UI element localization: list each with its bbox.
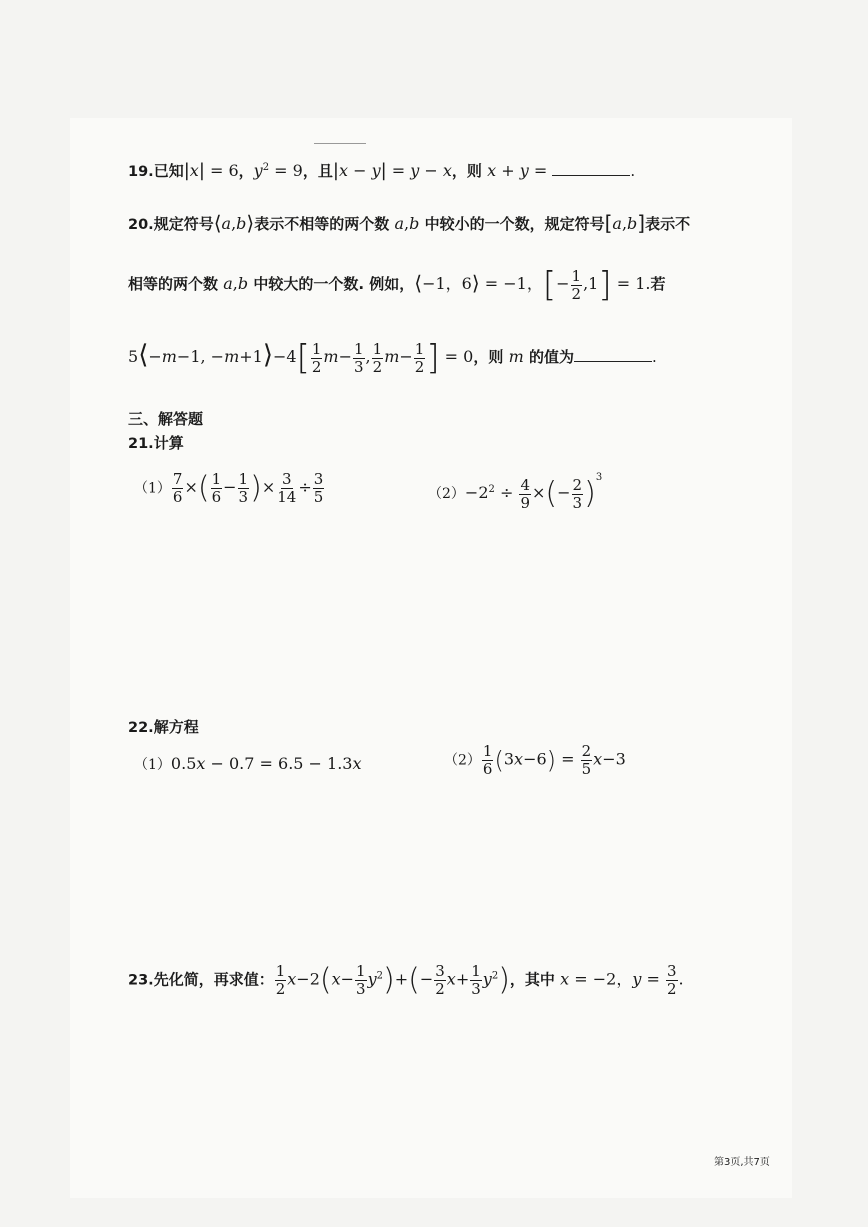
question-20-line-2: 相等的两个数 a,b 中较大的一个数. 例如，⟨−1，6⟩ = −1，[− $\frac{1}{2}$ ,1] = 1.若 xyxy=(128,265,666,305)
answer-blank[interactable] xyxy=(552,163,630,176)
question-21-part-1: （1） $\frac{7}{6}$ ×( $\frac{1}{6}$ − $\frac{1}{3}$ )× $\frac{3}{14}$ ÷ $\frac{3}{5}$ xyxy=(134,470,324,506)
question-number: 20. xyxy=(128,217,154,233)
page-number: 第3页,共7页 xyxy=(714,1157,770,1168)
question-21-title: 21.计算 xyxy=(128,434,184,452)
question-number: 21. xyxy=(128,436,154,452)
question-22-part-1: （1）0.5x − 0.7 = 6.5 − 1.3x xyxy=(134,754,362,773)
question-20-line-3: 5⟨−m−1, −m+1⟩−4[ $\frac{1}{2}$ m− $\frac{1}{3}$ , $\frac{1}{2}$ m− $\frac{1}{2}$ ] = 0，则 m 的值为 . xyxy=(128,338,657,378)
question-19: 19.已知|x| = 6，$y^2 = 9$，且|x − y| = y − x，则 x + y = . xyxy=(128,160,636,181)
question-number: 19. xyxy=(128,164,154,180)
question-20-line-1: 20.规定符号⟨a,b⟩表示不相等的两个数 a,b 中较小的一个数，规定符号[a,b]表示不 xyxy=(128,211,691,235)
question-number: 23. xyxy=(128,972,154,989)
question-21-part-2: $(2)-2^2$ ÷ $\frac{4}{9}$ ×(− $\frac{2}{3}$ )$^3$ xyxy=(428,472,603,512)
scan-mark xyxy=(314,143,366,144)
question-23: 23.先化简，再求值： $\frac{1}{2}$ x−2(x− $\frac{1}{3}$ $y^2)+(-$ $\frac{3}{2}$ x+ $\frac{1}{3}$ $y^2$)，其中 x = −2，y = $\frac{3}{2}$ . xyxy=(128,962,684,998)
section-title: 三、解答题 xyxy=(128,410,204,428)
question-number: 22. xyxy=(128,720,154,736)
question-22-title: 22.解方程 xyxy=(128,718,199,736)
answer-blank[interactable] xyxy=(574,349,652,362)
question-22-part-2: （2） $\frac{1}{6}$ (3x−6) = $\frac{2}{5}$ x−3 xyxy=(444,742,626,778)
